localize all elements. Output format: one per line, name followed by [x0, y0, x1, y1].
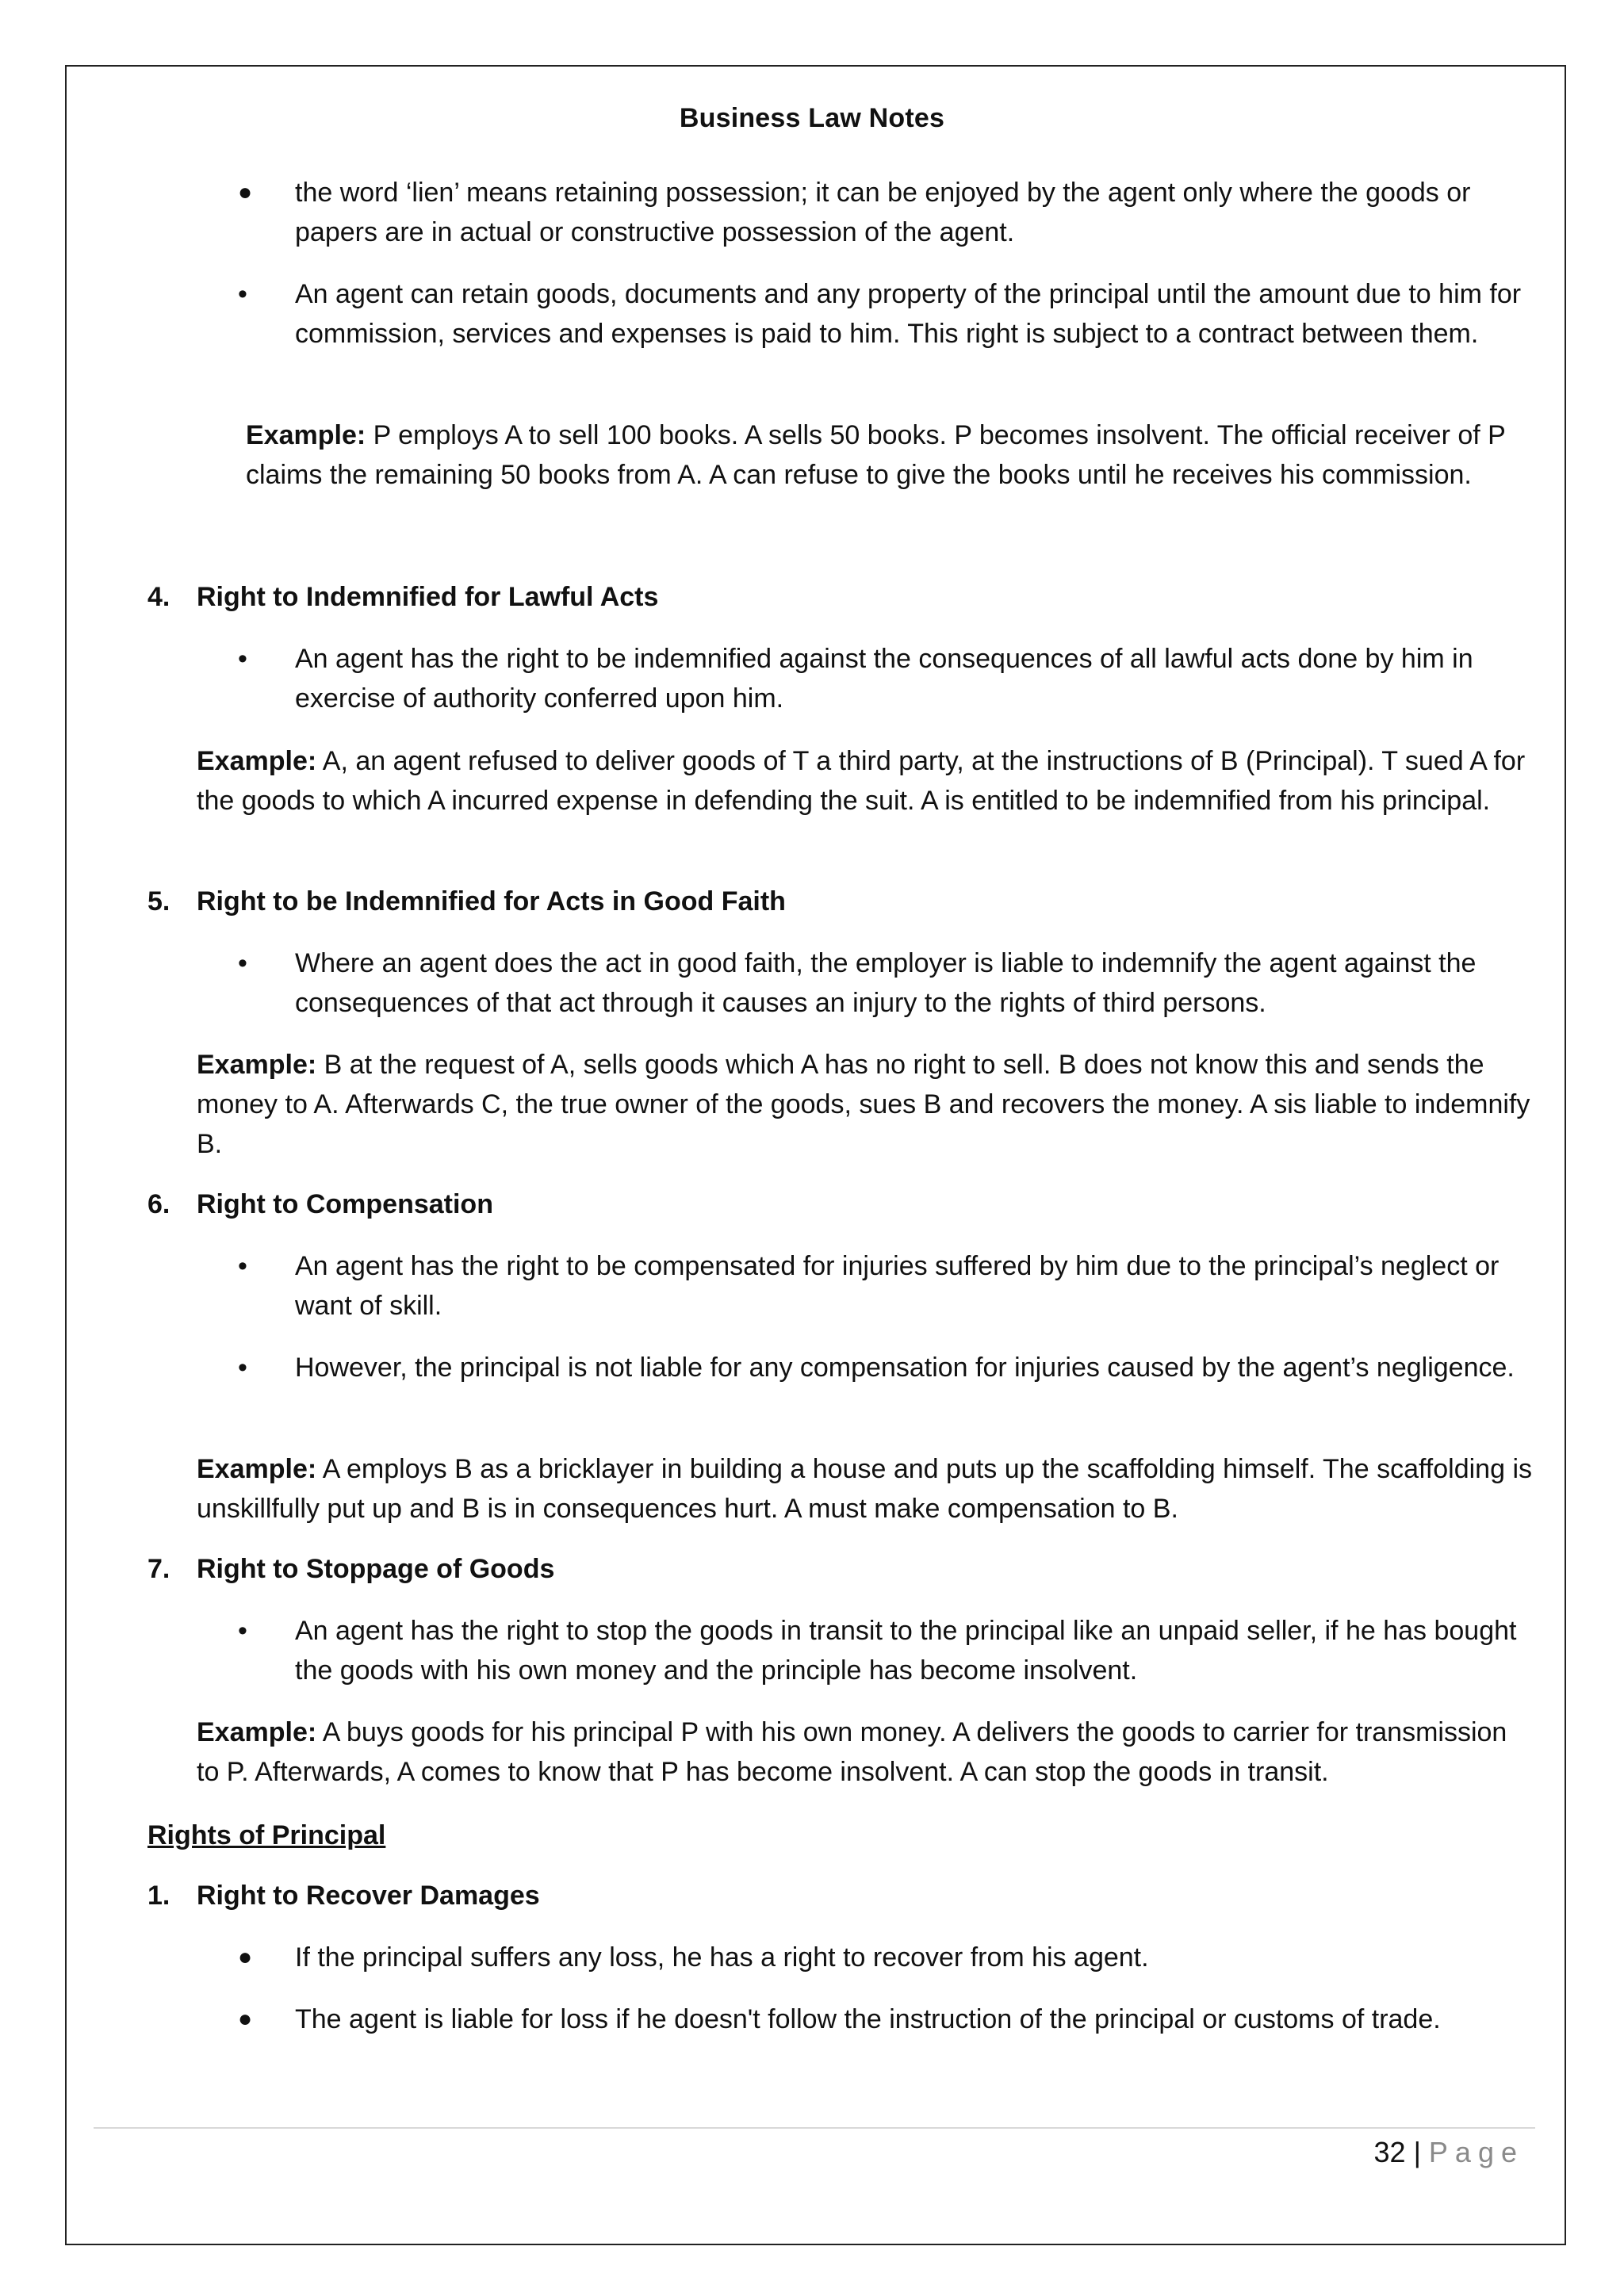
bullet-icon: •	[238, 1353, 247, 1383]
list-item	[238, 173, 1538, 252]
bullet-text: The agent is liable for loss if he doesn't follow the instruction of the principal or customs of trade.	[295, 2004, 1441, 2034]
example-paragraph	[197, 741, 1537, 821]
example-paragraph	[246, 415, 1538, 495]
bullet-text: An agent has the right to be compensated for injuries suffered by him due to the principal’s neglect or want of skill.	[295, 1251, 1500, 1321]
list-item	[238, 1246, 1538, 1326]
example-label: Example:	[197, 1717, 317, 1747]
example-label: Example:	[246, 420, 366, 450]
list-item	[238, 1348, 1538, 1387]
list-item	[238, 274, 1538, 354]
example-text: A, an agent refused to deliver goods of T a third party, at the instructions of B (Principal). T sued A for the goods to which A incurred expense in defending the suit. A is entitled to be indemnified from his principal.	[197, 746, 1526, 816]
section-heading	[147, 882, 786, 921]
example-text: B at the request of A, sells goods which A has no right to sell. B does not know this and sends the money to A. Afterwards C, the true owner of the goods, sues B and recovers the money. A sis liable to indemnify B.	[197, 1050, 1530, 1159]
bullet-text: If the principal suffers any loss, he has a right to recover from his agent.	[295, 1942, 1149, 1973]
bullet-text: the word ‘lien’ means retaining possession; it can be enjoyed by the agent only where the goods or papers are in actual or constructive possession of the agent.	[295, 178, 1471, 247]
bullet-icon: ●	[238, 1944, 253, 1970]
list-item	[238, 1938, 1538, 1977]
bullet-text: However, the principal is not liable for any compensation for injuries caused by the agent’s negligence.	[295, 1353, 1515, 1383]
page-header-title: Business Law Notes	[679, 103, 945, 133]
example-label: Example:	[197, 1454, 317, 1484]
list-item	[238, 943, 1538, 1023]
bullet-text: Where an agent does the act in good faith, the employer is liable to indemnify the agent against the consequences of that act through it causes an injury to the rights of third persons.	[295, 948, 1477, 1018]
bullet-icon: •	[238, 1251, 247, 1281]
page-number: 32	[1373, 2136, 1406, 2168]
section-title: Right to Stoppage of Goods	[197, 1554, 555, 1584]
bullet-icon: •	[238, 948, 247, 978]
example-label: Example:	[197, 1050, 317, 1080]
example-paragraph	[197, 1449, 1537, 1529]
example-label: Example:	[197, 746, 317, 776]
section-title: Right to Compensation	[197, 1189, 493, 1219]
section-heading	[147, 577, 658, 617]
example-text: A buys goods for his principal P with his own money. A delivers the goods to carrier for transmission to P. Afterwards, A comes to know that P has become insolvent. A can stop the goods in transit.	[197, 1717, 1507, 1787]
list-item	[238, 1611, 1538, 1690]
section-heading	[147, 1184, 493, 1224]
footer-divider	[94, 2127, 1535, 2129]
section-title: Right to be Indemnified for Acts in Good Faith	[197, 886, 786, 916]
section-heading	[147, 1876, 540, 1915]
bullet-icon: ●	[238, 2006, 253, 2032]
section-number: 7.	[147, 1554, 170, 1584]
bullet-text: An agent has the right to stop the goods in transit to the principal like an unpaid seller, if he has bought the goods with his own money and the principle has become insolvent.	[295, 1616, 1517, 1686]
bullet-text: An agent can retain goods, documents and any property of the principal until the amount due to him for commission, services and expenses is paid to him. This right is subject to a contract between them.	[295, 279, 1522, 349]
section-heading	[147, 1549, 554, 1589]
section-title: Right to Indemnified for Lawful Acts	[197, 582, 659, 612]
example-text: A employs B as a bricklayer in building a house and puts up the scaffolding himself. The scaffolding is unskillfully put up and B is in consequences hurt. A must make compensation to B.	[197, 1454, 1533, 1524]
bullet-icon: ●	[238, 179, 253, 205]
bullet-icon: •	[238, 1616, 247, 1646]
section-number: 1.	[147, 1881, 170, 1911]
example-paragraph	[197, 1712, 1537, 1792]
page-label: Page	[1428, 2136, 1524, 2168]
bullet-text: An agent has the right to be indemnified against the consequences of all lawful acts done by him in exercise of authority conferred upon him.	[295, 644, 1473, 714]
example-paragraph	[197, 1045, 1537, 1164]
footer-separator: |	[1413, 2136, 1421, 2168]
section-number: 6.	[147, 1189, 170, 1219]
list-item	[238, 639, 1538, 718]
list-item	[238, 1999, 1538, 2039]
page-footer	[1374, 2133, 1524, 2172]
section-number: 5.	[147, 886, 170, 916]
bullet-icon: •	[238, 644, 247, 674]
section-number: 4.	[147, 582, 170, 612]
section-title: Right to Recover Damages	[197, 1881, 540, 1911]
bullet-icon: •	[238, 279, 247, 309]
rights-of-principal-heading: Rights of Principal	[147, 1820, 386, 1850]
example-text: P employs A to sell 100 books. A sells 50 books. P becomes insolvent. The official receiver of P claims the remaining 50 books from A. A can refuse to give the books until he receives his commission.	[246, 420, 1506, 490]
